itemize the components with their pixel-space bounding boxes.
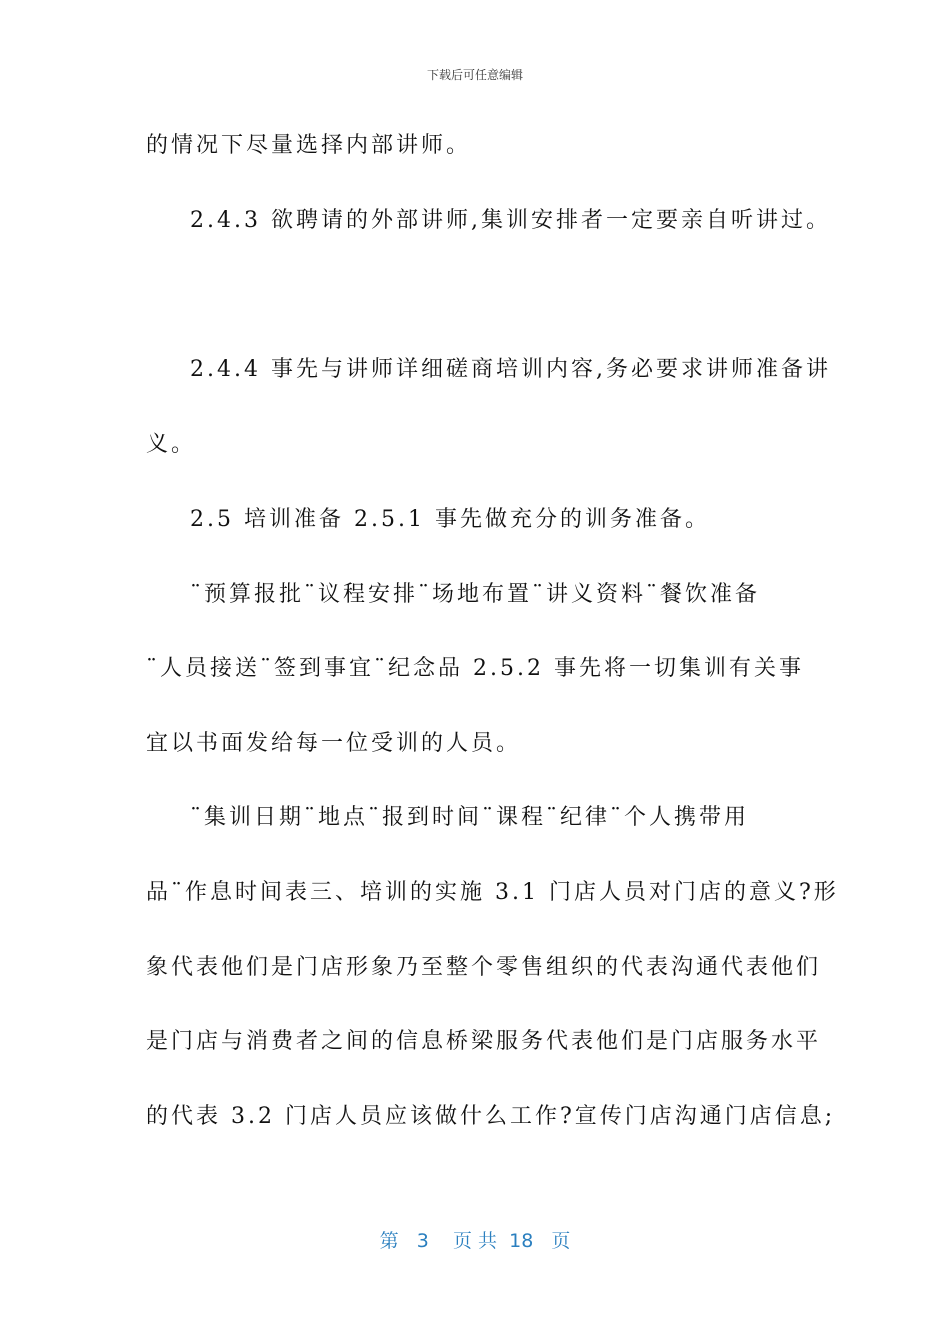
page-footer (0, 1226, 950, 1253)
current-page-number: 3 (416, 1230, 429, 1252)
paragraph-line: ¨人员接送¨签到事宜¨纪念品 2.5.2 事先将一切集训有关事 (146, 656, 804, 681)
paragraph-line: 的代表 3.2 门店人员应该做什么工作?宣传门店沟通门店信息; (146, 1104, 836, 1129)
footer-end-label: 页 (551, 1230, 571, 1252)
paragraph-line: ¨预算报批¨议程安排¨场地布置¨讲义资料¨餐饮准备 (190, 582, 761, 607)
total-pages-number: 18 (509, 1230, 534, 1252)
footer-total-label: 页 共 (452, 1230, 498, 1252)
page-header: 下载后可任意编辑 (426, 68, 523, 82)
paragraph-line: 宜以书面发给每一位受训的人员。 (146, 731, 522, 756)
paragraph-line: 是门店与消费者之间的信息桥梁服务代表他们是门店服务水平 (146, 1029, 822, 1054)
paragraph-line: 的情况下尽量选择内部讲师。 (146, 133, 472, 158)
paragraph-line: 2.5 培训准备 2.5.1 事先做充分的训务准备。 (190, 507, 710, 532)
footer-page-label: 第 (379, 1230, 399, 1252)
paragraph-line: 2.4.3 欲聘请的外部讲师,集训安排者一定要亲自听讲过。 (190, 208, 831, 233)
paragraph-line: 2.4.4 事先与讲师详细磋商培训内容,务必要求讲师准备讲 (190, 357, 831, 382)
paragraph-line: ¨集训日期¨地点¨报到时间¨课程¨纪律¨个人携带用 (190, 805, 750, 830)
paragraph-line: 义。 (146, 432, 197, 457)
paragraph-line: 象代表他们是门店形象乃至整个零售组织的代表沟通代表他们 (146, 955, 822, 980)
paragraph-line: 品¨作息时间表三、培训的实施 3.1 门店人员对门店的意义?形 (146, 880, 839, 905)
